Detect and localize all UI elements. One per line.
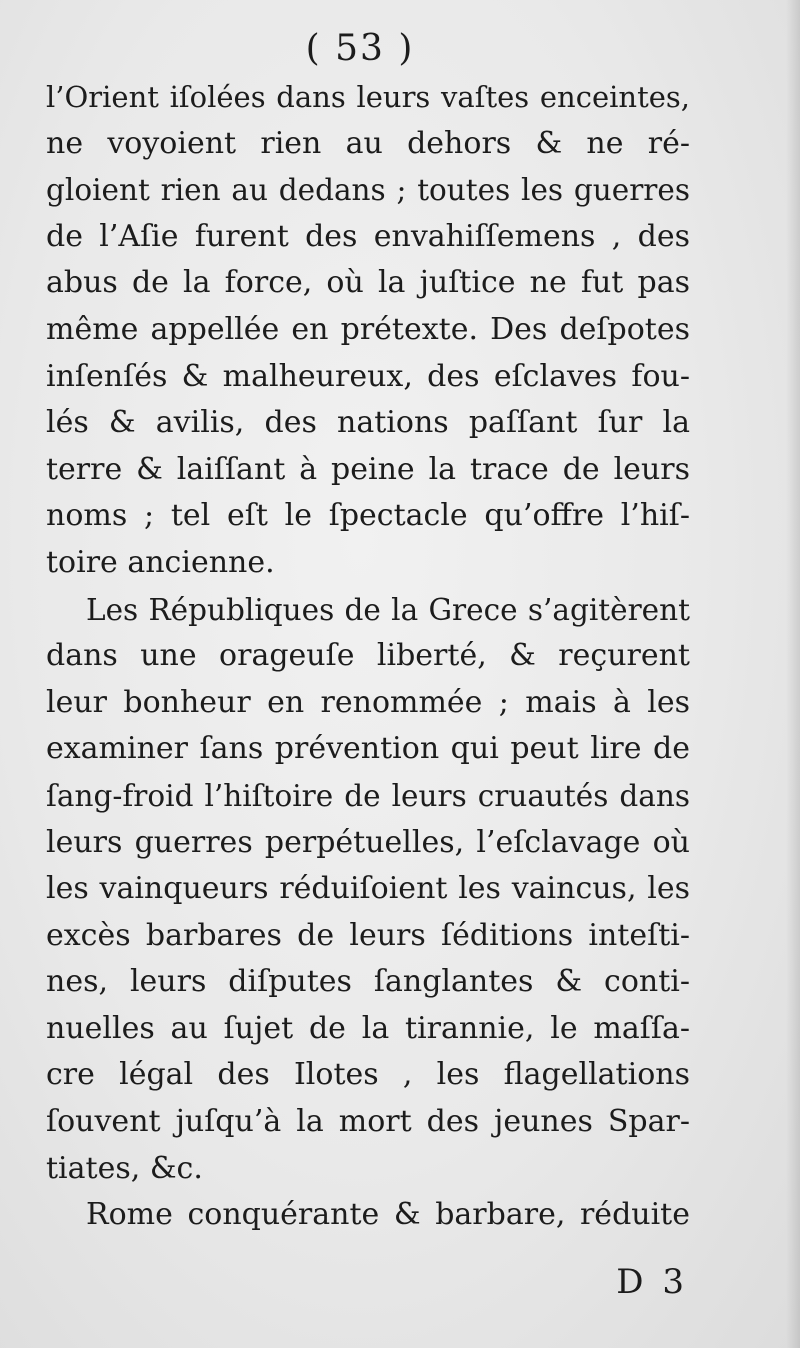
page-edge-shadow bbox=[786, 0, 800, 1348]
text-line: examiner ſans prévention qui peut lire de bbox=[46, 731, 690, 767]
paragraph-2 bbox=[46, 587, 690, 1193]
text-line: noms ; tel eſt le ſpectacle qu’offre l’hiſ- bbox=[46, 498, 690, 534]
text-line: leurs guerres perpétuelles, l’eſclavage où bbox=[46, 824, 690, 860]
text-line: Les Républiques de la Grece s’agitèrent bbox=[86, 592, 690, 627]
text-line: de l’Aſie furent des envahiſſemens , des bbox=[46, 218, 690, 254]
paragraph-3 bbox=[46, 1192, 690, 1239]
paragraph-1 bbox=[46, 74, 690, 587]
text-line: les vainqueurs réduiſoient les vaincus, les bbox=[46, 871, 690, 907]
text-line: excès barbares de leurs ſéditions inteſti- bbox=[46, 917, 690, 953]
text-line: nes, leurs diſputes ſanglantes & conti- bbox=[46, 964, 690, 1000]
text-line: lés & avilis, des nations paſſant ſur la bbox=[46, 405, 690, 441]
text-line: inſenſés & malheureux, des eſclaves fou- bbox=[46, 358, 690, 394]
text-line: Rome conquérante & barbare, réduite bbox=[86, 1197, 690, 1233]
text-line: toire ancienne. bbox=[46, 544, 275, 580]
text-line: ſouvent juſqu’à la mort des jeunes Spar- bbox=[46, 1104, 690, 1140]
text-line: même appellée en prétexte. Des deſpotes bbox=[46, 311, 690, 347]
text-line: gloient rien au dedans ; toutes les guerres bbox=[46, 173, 690, 208]
text-line: ne voyoient rien au dehors & ne ré- bbox=[46, 125, 690, 161]
signature-mark: D 3 bbox=[616, 1262, 688, 1302]
text-line: terre & laiſſant à peine la trace de leurs bbox=[46, 451, 690, 487]
text-line: nuelles au ſujet de la tirannie, le maſſa- bbox=[46, 1010, 690, 1046]
text-line: abus de la force, où la juſtice ne fut pas bbox=[46, 265, 690, 301]
text-line: l’Orient iſolées dans leurs vaſtes enceintes, bbox=[46, 80, 690, 114]
body-text bbox=[46, 74, 690, 1239]
text-line: dans une orageuſe liberté, & reçurent bbox=[46, 638, 690, 674]
text-line: tiates, &c. bbox=[46, 1150, 203, 1186]
page-number: ( 53 ) bbox=[305, 28, 415, 69]
text-line: cre légal des Ilotes , les flagellations bbox=[46, 1057, 690, 1093]
text-line: leur bonheur en renommée ; mais à les bbox=[46, 684, 690, 720]
text-line: ſang-froid l’hiſtoire de leurs cruautés dans bbox=[46, 778, 690, 813]
